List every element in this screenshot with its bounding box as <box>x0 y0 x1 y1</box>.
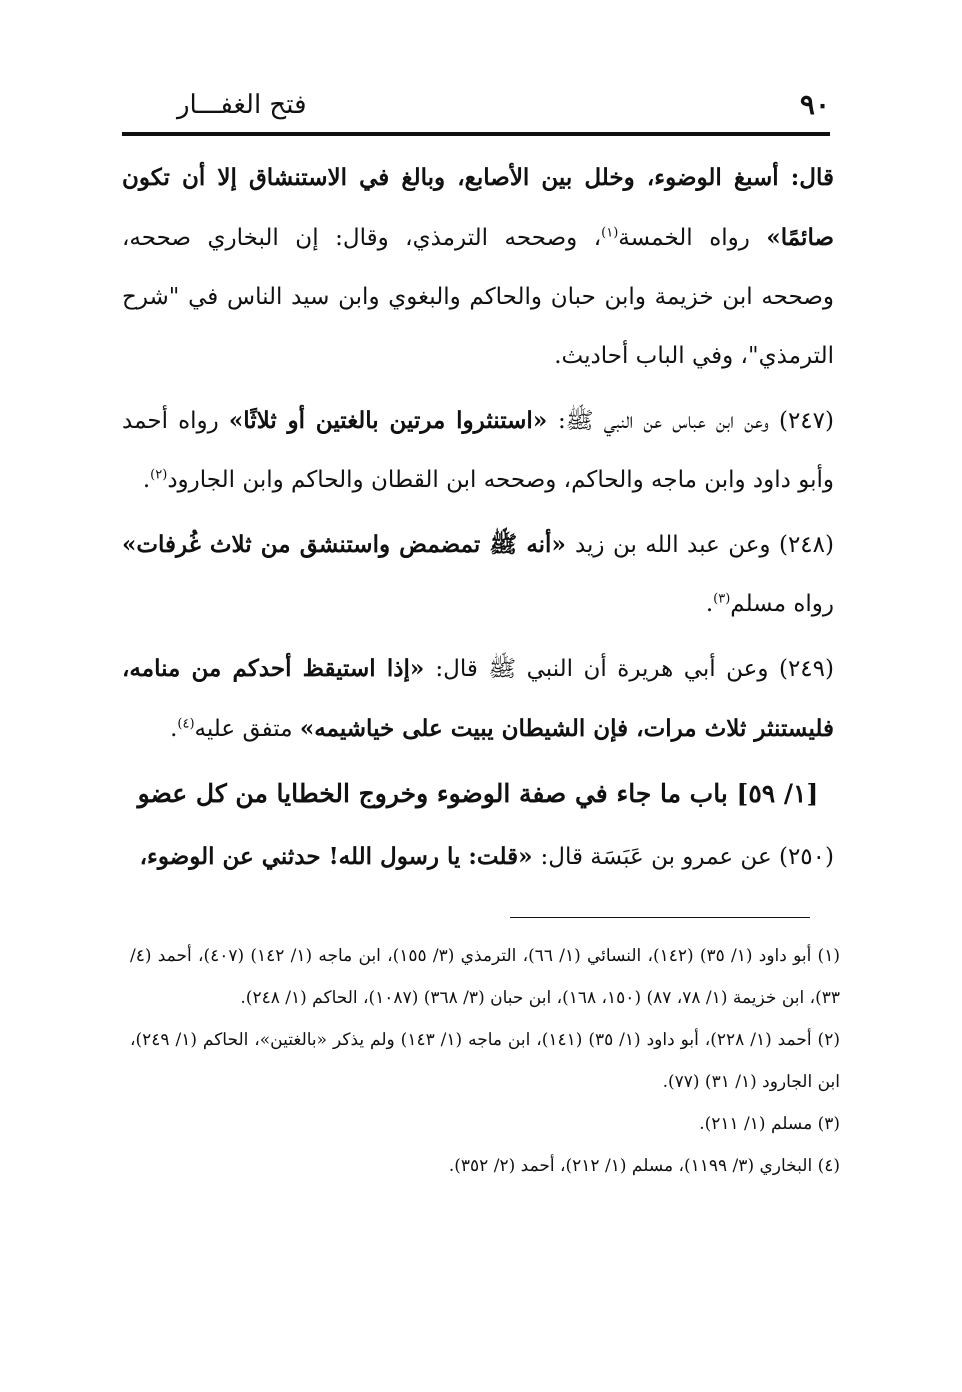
paragraph-3 <box>122 515 834 634</box>
hadith-intro: (٢٤٩) وعن أبي هريرة أن النبي ﷺ قال: <box>435 656 834 682</box>
hadith-intro: (٢٤٨) وعن عبد الله بن زيد <box>574 532 834 558</box>
chapter-heading: [١/ ٥٩] باب ما جاء في صفة الوضوء وخروج الخطايا من كل عضو <box>137 779 819 808</box>
footnote-ref[interactable]: (٢) <box>150 467 168 483</box>
hadith-quote: «قلت: يا رسول الله! حدثني عن الوضوء، <box>139 843 541 870</box>
footnote-3: (٣) مسلم (١/ ٢١١). <box>699 1114 840 1134</box>
hadith-quote: «إذا استيقظ أحدكم من منامه، فليستنثر ثلاث مرات، فإن الشيطان يبيت على خياشيمه» <box>122 655 834 742</box>
hadith-quote: قال: أسبغ الوضوء، وخلل بين الأصابع، وبالغ في الاستنشاق إلا أن تكون صائمًا» <box>122 164 834 251</box>
paragraph-text: . <box>142 467 151 493</box>
paragraph-text: ، وصححه الترمذي، وقال: إن البخاري صححه، وصححه ابن خزيمة وابن حبان والحاكم والبغوي وابن سيد الناس في "شرح الترمذي"، وفي الباب أحاديث. <box>122 225 834 369</box>
hadith-quote: «أنه ﷺ تمضمض واستنشق من ثلاث غُرفات» <box>122 531 575 558</box>
footnote-ref[interactable]: (٣) <box>713 591 731 607</box>
hadith-quote: «استنثروا مرتين بالغتين أو ثلاثًا» <box>228 407 558 434</box>
page-number: ٩٠ <box>799 88 830 121</box>
paragraph-5 <box>122 827 834 887</box>
paragraph-text: رواه مسلم <box>730 591 834 617</box>
footnote-ref[interactable]: (١) <box>601 225 619 241</box>
page-header <box>122 88 830 134</box>
paragraph-1 <box>122 148 834 386</box>
footnote-separator <box>510 917 810 918</box>
paragraph-text: رواه الخمسة <box>618 225 750 251</box>
paragraph-text: . <box>705 591 714 617</box>
header-rule <box>122 132 830 136</box>
paragraph-text: متفق عليه <box>194 716 300 742</box>
main-text <box>122 148 834 892</box>
hadith-intro: (٢٤٧) وعن ابن عباس عن النبي ﷺ: <box>558 408 834 434</box>
footnote-1: (١) أبو داود (١/ ٣٥) (١٤٢)، النسائي (١/ ٦٦)، الترمذي (٣/ ١٥٥)، ابن ماجه (١/ ١٤٢) (٤٠٧)، أحمد (٤/ ٣٣)، ابن خزيمة (١/ ٧٨، ٨٧) (١٥٠، ١٦٨)، ابن حبان (٣/ ٣٦٨) (١٠٨٧)، الحاكم (١/ ٢٤٨). <box>130 946 840 1008</box>
paragraph-2 <box>122 391 834 510</box>
footnote-ref[interactable]: (٤) <box>177 716 195 732</box>
paragraph-text: رواه أحمد وأبو داود وابن ماجه والحاكم، وصححه ابن القطان والحاكم وابن الجارود <box>122 408 834 493</box>
paragraph-text: . <box>170 716 178 742</box>
running-title: فتح الغفـــار <box>177 90 307 120</box>
footnote-4: (٤) البخاري (٣/ ١١٩٩)، مسلم (١/ ٢١٢)، أحمد (٢/ ٣٥٢). <box>448 1156 840 1176</box>
hadith-intro: (٢٥٠) عن عمرو بن عَبَسَة قال: <box>540 844 834 870</box>
footnotes <box>130 935 840 1187</box>
paragraph-4 <box>122 639 834 759</box>
footnote-2: (٢) أحمد (١/ ٢٢٨)، أبو داود (١/ ٣٥) (١٤١)، ابن ماجه (١/ ١٤٣) ولم يذكر «بالغتين»، الحاكم (١/ ٢٤٩)، ابن الجارود (١/ ٣١) (٧٧). <box>130 1030 840 1092</box>
